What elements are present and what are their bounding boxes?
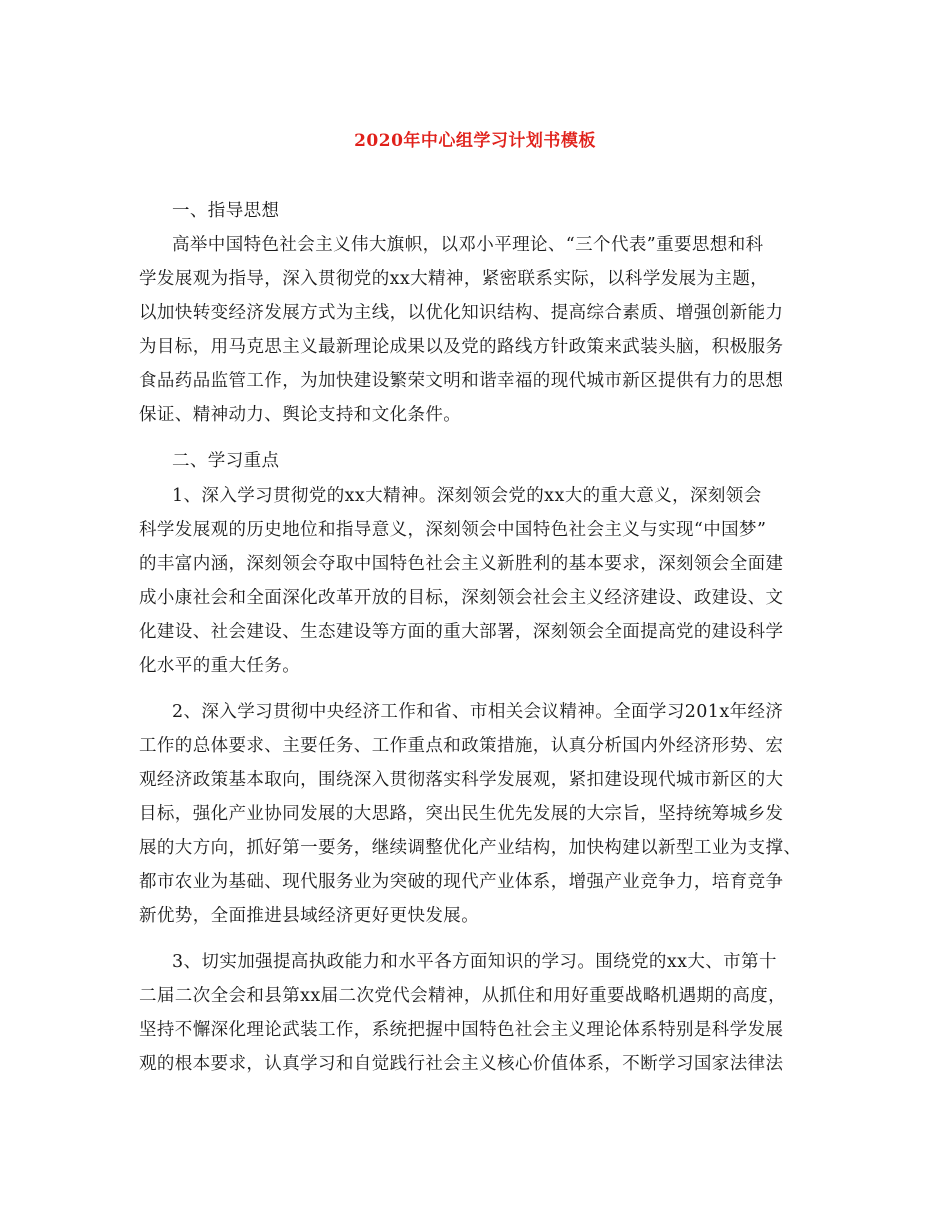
paragraph-line: 以加快转变经济发展方式为主线，以优化知识结构、提高综合素质、增强创新能力 xyxy=(139,303,784,323)
paragraph-line: 工作的总体要求、主要任务、工作重点和政策措施，认真分析国内外经济形势、宏 xyxy=(139,736,784,756)
section-heading: 一、指导思想 xyxy=(172,201,280,221)
paragraph-line: 二届二次全会和县第xx届二次党代会精神，从抓住和用好重要战略机遇期的高度， xyxy=(139,986,787,1006)
document-title: 2020年中心组学习计划书模板 xyxy=(354,131,596,151)
paragraph-line: 1、深入学习贯彻党的xx大精神。深刻领会党的xx大的重大意义，深刻领会 xyxy=(172,486,762,506)
paragraph-line: 为目标，用马克思主义最新理论成果以及党的路线方针政策来武装头脑，积极服务 xyxy=(139,337,784,357)
paragraph-line: 食品药品监管工作，为加快建设繁荣文明和谐幸福的现代城市新区提供有力的思想 xyxy=(139,371,784,391)
paragraph-line: 展的大方向，抓好第一要务，继续调整优化产业结构，加快构建以新型工业为支撑、 xyxy=(139,838,802,858)
paragraph-line: 成小康社会和全面深化改革开放的目标，深刻领会社会主义经济建设、政建设、文 xyxy=(139,588,784,608)
paragraph-line: 高举中国特色社会主义伟大旗帜，以邓小平理论、“三个代表”重要思想和科 xyxy=(172,235,764,255)
paragraph-line: 2、深入学习贯彻中央经济工作和省、市相关会议精神。全面学习201x年经济 xyxy=(172,702,784,722)
paragraph-line: 观的根本要求，认真学习和自觉践行社会主义核心价值体系，不断学习国家法律法 xyxy=(139,1054,784,1074)
paragraph-line: 新优势，全面推进县域经济更好更快发展。 xyxy=(139,906,480,926)
paragraph-line: 观经济政策基本取向，围绕深入贯彻落实科学发展观，紧扣建设现代城市新区的大 xyxy=(139,770,784,790)
paragraph-line: 保证、精神动力、舆论支持和文化条件。 xyxy=(139,405,462,425)
paragraph-line: 目标，强化产业协同发展的大思路，突出民生优先发展的大宗旨，坚持统筹城乡发 xyxy=(139,804,784,824)
paragraph-line: 学发展观为指导，深入贯彻党的xx大精神，紧密联系实际，以科学发展为主题， xyxy=(139,269,769,289)
paragraph-line: 科学发展观的历史地位和指导意义，深刻领会中国特色社会主义与实现“中国梦” xyxy=(139,520,767,540)
paragraph-line: 坚持不懈深化理论武装工作，系统把握中国特色社会主义理论体系特别是科学发展 xyxy=(139,1020,784,1040)
section-heading: 二、学习重点 xyxy=(172,451,280,471)
paragraph-line: 的丰富内涵，深刻领会夺取中国特色社会主义新胜利的基本要求，深刻领会全面建 xyxy=(139,554,784,574)
paragraph-line: 化水平的重大任务。 xyxy=(139,656,301,676)
paragraph-line: 3、切实加强提高执政能力和水平各方面知识的学习。围绕党的xx大、市第十 xyxy=(172,952,777,972)
paragraph-line: 都市农业为基础、现代服务业为突破的现代产业体系，增强产业竞争力，培育竞争 xyxy=(139,872,784,892)
paragraph-line: 化建设、社会建设、生态建设等方面的重大部署，深刻领会全面提高党的建设科学 xyxy=(139,622,784,642)
